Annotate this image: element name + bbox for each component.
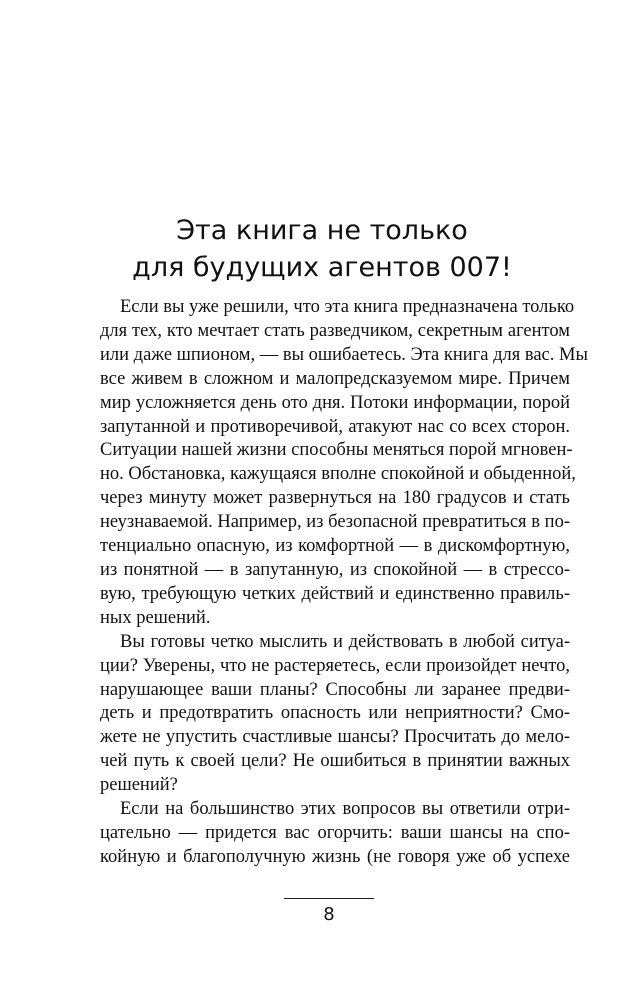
- heading-line-1: Эта книга не только: [176, 215, 468, 246]
- text-line: Если на большинство этих вопросов вы ответили отри-: [120, 799, 570, 820]
- text-line: решений?: [100, 775, 178, 796]
- text-line: ции? Уверены, что не растеряетесь, если произойдет нечто,: [100, 655, 570, 676]
- text-line: но. Обстановка, кажущаяся вполне спокойной и обыденной,: [100, 464, 576, 485]
- text-line: запутанной и противоречивой, атакуют нас со всех сторон.: [100, 416, 570, 437]
- text-line: койную и благополучную жизнь (не говоря уже об успехе: [100, 846, 570, 867]
- page-number-rule: [284, 898, 374, 899]
- text-line: мир усложняется день ото дня. Потоки информации, порой: [100, 392, 570, 413]
- text-line: тенциально опасную, из комфортной — в дискомфортную,: [100, 536, 570, 557]
- text-line: чей путь к своей цели? Не ошибиться в принятии важных: [100, 751, 570, 772]
- text-line: вую, требующую четких действий и единственно правиль-: [100, 583, 570, 604]
- heading-line-2: для будущих агентов 007!: [132, 252, 512, 283]
- text-line: неузнаваемой. Например, из безопасной превратиться в по-: [100, 512, 570, 533]
- paragraph: [100, 296, 588, 631]
- text-line: все живем в сложном и малопредсказуемом мире. Причем: [100, 368, 570, 389]
- text-line: Если вы уже решили, что эта книга предназначена только: [120, 297, 575, 317]
- text-line: жете не упустить счастливые шансы? Просчитать до мело-: [100, 727, 570, 748]
- text-line: Вы готовы четко мыслить и действовать в любой ситуа-: [120, 631, 570, 652]
- paragraph: [100, 798, 570, 870]
- chapter-heading: [60, 212, 584, 286]
- text-line: из понятной — в запутанную, из спокойной — в стрессо-: [100, 559, 570, 580]
- text-line: цательно — придется вас огорчить: ваши шансы на спо-: [100, 822, 570, 843]
- text-line: или даже шпионом, — вы ошибаетесь. Эта книга для вас. Мы: [100, 344, 588, 365]
- text-line: через минуту может развернуться на 180 градусов и стать: [100, 488, 570, 509]
- paragraph: [100, 631, 570, 798]
- page-number: 8: [323, 904, 335, 925]
- body-text: [100, 296, 588, 870]
- text-line: нарушающее ваши планы? Способны ли заранее предви-: [100, 679, 570, 700]
- text-line: для тех, кто мечтает стать разведчиком, секретным агентом: [100, 320, 570, 341]
- text-line: ных решений.: [100, 607, 211, 628]
- text-line: Ситуации нашей жизни способны меняться порой мгновен-: [100, 440, 573, 461]
- text-line: деть и предотвратить опасность или неприятности? Смо-: [100, 703, 570, 724]
